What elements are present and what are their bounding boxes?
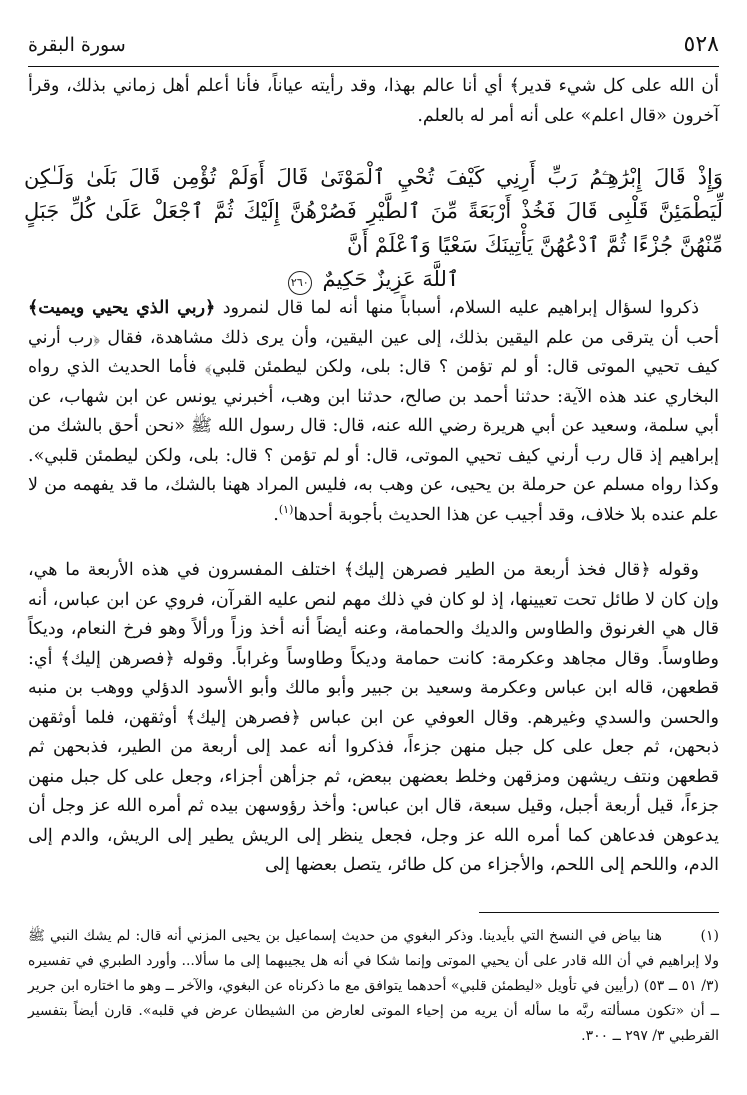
footnote-divider [479,912,719,913]
paragraph-birds: وقوله ﴿قال فخذ أربعة من الطير فصرهن إليك﴾ اختلف المفسرون في هذه الأربعة ما هي، وإن كان لا طائل تحت تعيينها، إذ لو كان في ذلك مهم لنص عليه القرآن، فروي عن ابن عباس، أنه قال هي الغرنوق والطاوس والديك والحمامة، وعنه أيضاً أنه أخذ وزاً ورألاً وهو فرخ النعام، وديكاً وطاوساً. وقال مجاهد وعكرمة: كانت حمامة وديكاً وطاوساً وغراباً. وقوله ﴿فصرهن إليك﴾ أي: قطعهن، قاله ابن عباس وعكرمة وسعيد بن جبير وأبو مالك وأبو الأسود الدؤلي ووهب بن منبه والحسن والسدي وغيرهم. وقال العوفي عن ابن عباس ﴿فصرهن إليك﴾ أوثقهن، فلما أوثقهن ذبحهن، ثم جعل على كل جبل منهن جزءاً، فذكروا أنه عمد إلى أربعة من الطير، فذبحهن ثم قطعهن ونتف ريشهن ومزقهن وخلط بعضهن ببعض، ثم جزأهن أجزاء، وجعل على كل جبل منهن جزءاً، قيل أربعة أجبل، وقيل سبعة، قال ابن عباس: وأخذ رؤوسهن بيده ثم أمره الله عز وجل أن يدعوهن فدعاهن كما أمره الله عز وجل، فجعل ينظر إلى الريش يطير إلى الريش، والدم إلى الدم، واللحم إلى اللحم، والأجزاء من كل طائر، يتصل بعضها إلى [28,560,719,875]
footnote-marker: (١) [700,928,720,944]
quran-verse [24,160,723,296]
footnote-reference[interactable]: (١) [278,502,294,516]
paragraph-reasons-body: أحب أن يترقى من علم اليقين بذلك، إلى عين اليقين، وأن يرى ذلك مشاهدة، فقال ﴿رب أرني كيف تحيي الموتى قال: أو لم تؤمن ؟ قال: بلى، ولكن ليطمئن قلبي﴾ فأما الحديث الذي رواه البخاري عند هذه الآية: حدثنا أحمد بن صالح، حدثنا ابن وهب، أخبرني يونس عن ابن شهاب، عن أبي سلمة، وسعيد عن أبي هريرة رضي الله عنه، قال: قال رسول الله ﷺ «نحن أحق بالشك من إبراهيم إذ قال رب أرني كيف تحيي الموتى، قال: أو لم تؤمن ؟ قال: بلى، ولكن ليطمئن قلبي». وكذا رواه مسلم عن حرملة بن يحيى، عن وهب به، فليس المراد ههنا بالشك، ما قد يفهمه من لا علم عنده بلا خلاف، وقد أجيب عن هذا الحديث بأجوبة أحدها [28,327,719,525]
surah-title: سورة البقرة [28,34,126,56]
paragraph-reasons-lead: ذكروا لسؤال إبراهيم عليه السلام، أسباباً منها أنه لما قال لنمرود [222,298,699,318]
page-header [28,30,719,67]
verse-end-text: ٱللَّهَ عَزِيزٌ حَكِيمٌ [322,267,460,291]
footnote-text: هنا بياض في النسخ التي بأيدينا. وذكر البغوي من حديث إسماعيل بن يحيى المزني أنه قال: لم يشك النبي ﷺ ولا إبراهيم في أن الله قادر على أن يحيي الموتى وإنما شكا في أنه هل يجيبهما إلى ما سألا... وأورد الطبري في تفسيره (٣/ ٥١ ــ ٥٣) (رأيين في تأويل «ليطمئن قلبي» أحدهما يتوافق مع ما ذكرناه عن البغوي، والآخر ــ وهو ما اختاره ابن جرير ــ أن «تكون مسألته ربَّه ما سأله أن يريه من إحياء الموتى لعارض من الشيطان عرض في قلبه». قارن أيضاً بتفسير القرطبي ٣/ ٢٩٧ ــ ٣٠٠. [28,928,719,1044]
verse-ending [24,262,723,296]
page-number: ٥٢٨ [683,32,719,57]
paragraph-intro: أن الله على كل شيء قدير﴾ أي أنا عالم بهذا، وقد رأيته عياناً، فأنا أعلم أهل زماني بذلك، وقرأ آخرون «قال اعلم» على أنه أمر له بالعلم. [28,76,719,126]
verse-number-marker: ٢٦٠ [288,271,312,295]
nimrod-quote: ﴿ربي الذي يحيي ويميت﴾ [28,298,216,318]
paragraph-reasons: ذكروا لسؤال إبراهيم عليه السلام، أسباباً منها أنه لما قال لنمرود ﴿ربي الذي يحيي ويميت﴾ أحب أن يترقى من علم اليقين بذلك، إلى عين اليقين، وأن يرى ذلك مشاهدة، فقال ﴿رب أرني كيف تحيي الموتى قال: أو لم تؤمن ؟ قال: بلى، ولكن ليطمئن قلبي﴾ فأما الحديث الذي رواه البخاري عند هذه الآية: حدثنا أحمد بن صالح، حدثنا ابن وهب، أخبرني يونس عن ابن شهاب، عن أبي سلمة، وسعيد عن أبي هريرة رضي الله عنه، قال: قال رسول الله ﷺ «نحن أحق بالشك من إبراهيم إذ قال رب أرني كيف تحيي الموتى، قال: أو لم تؤمن ؟ قال: بلى، ولكن ليطمئن قلبي». وكذا رواه مسلم عن حرملة بن يحيى، عن وهب به، فليس المراد ههنا بالشك، ما قد يفهمه من لا علم عنده بلا خلاف، وقد أجيب عن هذا الحديث بأجوبة أحدها$^{(١)}$. [28,298,719,525]
verse-text: وَإِذْ قَالَ إِبْرَٰهِـۧمُ رَبِّ أَرِنِي كَيْفَ تُحْيِ ٱلْمَوْتَىٰ قَالَ أَوَلَمْ تُؤْمِن قَالَ بَلَىٰ وَلَـٰكِن لِّيَطْمَئِنَّ قَلْبِى قَالَ فَخُذْ أَرْبَعَةً مِّنَ ٱلطَّيْرِ فَصُرْهُنَّ إِلَيْكَ ثُمَّ ٱجْعَلْ عَلَىٰ كُلِّ جَبَلٍ مِّنْهُنَّ جُزْءًا ثُمَّ ٱدْعُهُنَّ يَأْتِينَكَ سَعْيًا وَٱعْلَمْ أَنَّ [24,165,723,257]
footnote [28,924,719,1049]
